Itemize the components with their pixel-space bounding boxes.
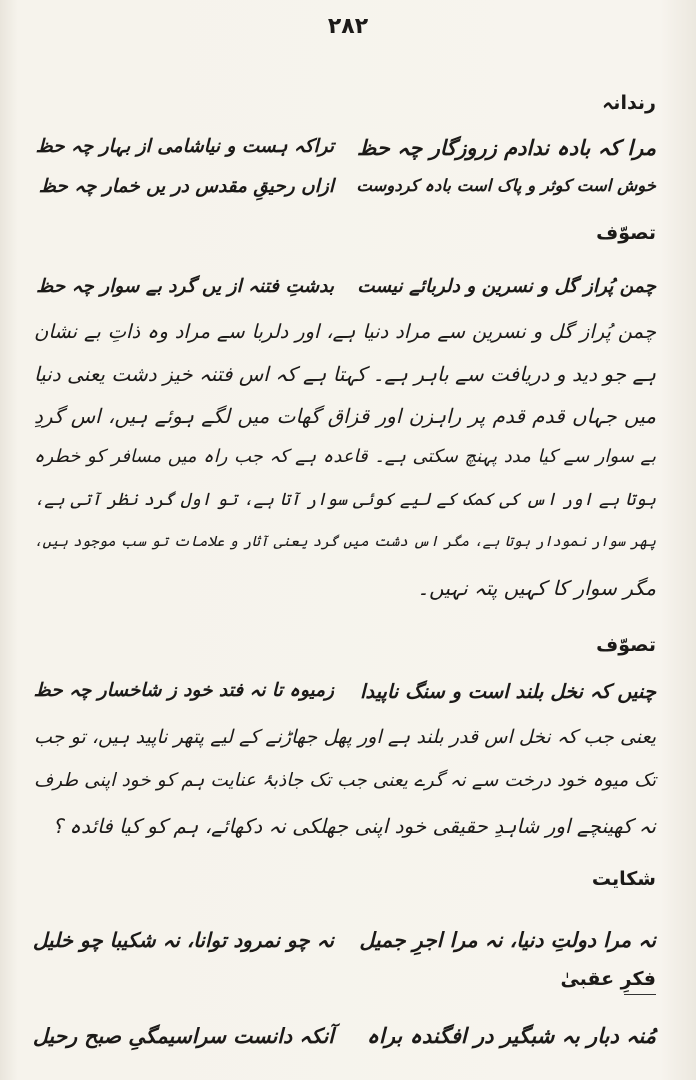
section-heading-tasawwuf: تصوّف [596,634,656,656]
couplet-first-hemistich: خوش است کوثر و پاک است بادہ کردوست [356,176,656,195]
couplet-first-hemistich: مرا کہ بادہ ندادم زروزگار چہ حظ [356,136,656,160]
couplet-first-hemistich: مُنہ دبار بہ شبگیر در افگندہ براہ [366,1024,656,1048]
couplet-first-hemistich: چنیں کہ نخل بلند است و سنگ ناپیدا [359,680,656,703]
prose-line: تک میوہ خود درخت سے نہ گرے یعنی جب تک جاذبۂ عنایت ہم کو خود اپنی طرف [34,770,656,791]
prose-line: چمن پُراز گل و نسرین سے مراد دنیا ہے، اور دلربا سے مراد وہ ذاتِ بے نشان [34,320,656,343]
couplet [34,1024,656,1058]
couplet-second-hemistich: زمیوہ تا نہ فتد خود ز شاخسار چہ حظ [33,680,334,701]
couplet [34,176,656,210]
prose-line: بے سوار سے کیا مدد پہنچ سکتی ہے۔ قاعدہ ہے کہ جب راہ میں مسافر کو خطرہ [34,446,656,467]
prose-line: مگر سوار کا کہیں پتہ نہیں۔ [417,576,656,600]
prose-line: ہے جو دید و دریافت سے باہر ہے۔ کہتا ہے کہ اس فتنہ خیز دشت یعنی دنیا [34,362,656,386]
couplet [34,136,656,170]
page-number: ۲۸۲ [327,14,369,39]
prose-line: میں جہاں قدم قدم پر راہزن اور قزاق گھات میں لگے ہوئے ہیں، اس گردِ [34,404,656,428]
couplet [34,928,656,962]
couplet-second-hemistich: بدشتِ فتنہ از یں گرد بے سوار چہ حظ [36,276,334,297]
couplet-first-hemistich: چمن پُراز گل و نسرین و دلربائے نیست [357,276,656,297]
couplet [34,276,656,310]
prose-line: ہوتا ہے اور اس کی کمک کے لیے کوئی سوار آتا ہے، تو اول گرد نظر آتی ہے، [34,490,656,510]
section-heading-rindana: رندانہ [602,92,656,114]
section-heading-shikayat: شکایت [591,868,656,890]
couplet-second-hemistich: ازاں رحیقِ مقدس در یں خمار چہ حظ [38,176,334,197]
heading-underline [624,994,656,995]
couplet-second-hemistich: آنکہ دانست سراسیمگیِ صبح رحیل [32,1024,334,1048]
couplet-first-hemistich: نہ مرا دولتِ دنیا، نہ مرا اجرِ جمیل [359,928,656,952]
couplet [34,680,656,714]
section-heading-tasawwuf: تصوّف [596,222,656,244]
prose-line: پھر سوار نمودار ہوتا ہے، مگر اس دشت میں گرد یعنی آثار و علامات تو سب موجود ہیں، [34,534,656,550]
prose-line: یعنی جب کہ نخل اس قدر بلند ہے اور پھل جھاڑنے کے لیے پتھر ناپید ہیں، تو جب [34,726,656,748]
couplet-second-hemistich: نہ چو نمرود توانا، نہ شکیبا چو خلیل [32,928,334,952]
couplet-second-hemistich: تراکہ ہست و نیاشامی از بہار چہ حظ [35,136,334,157]
prose-line: نہ کھینچے اور شاہدِ حقیقی خود اپنی جھلکی نہ دکھائے، ہم کو کیا فائدہ ؟ [52,814,656,838]
section-heading-fikr-e-uqba: فکرِ عقبیٰ [560,968,656,990]
